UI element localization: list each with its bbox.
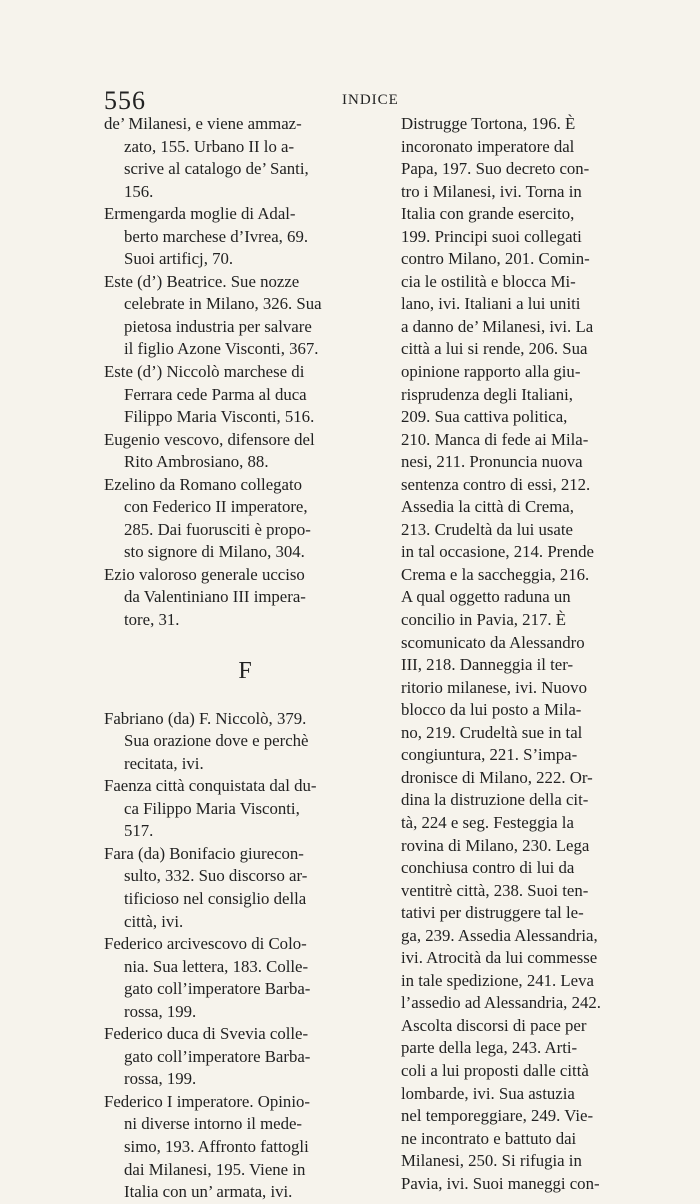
index-entry: [104, 843, 386, 933]
page-header: [104, 86, 588, 116]
entry-line: ca Filippo Maria Visconti,: [124, 798, 300, 818]
entry-line: dai Milanesi, 195. Viene in: [124, 1159, 306, 1179]
entry-line: Ezelino da Romano collegato: [104, 474, 303, 494]
entry-line: ivi. Atrocità da lui commesse: [401, 948, 598, 968]
right-column: [401, 113, 601, 1195]
entry-line: Este (d’) Niccolò marchese di: [104, 362, 305, 382]
entry-line: ni diverse intorno il mede-: [124, 1114, 303, 1134]
entry-line: ne incontrato e battuto dai: [401, 1128, 577, 1148]
entry-line: scrive al catalogo de’ Santi,: [124, 159, 309, 179]
entry-line: Ermengarda moglie di Adal-: [104, 204, 296, 224]
entry-line: berto marchese d’Ivrea, 69.: [124, 226, 309, 246]
entry-line: Distrugge Tortona, 196. È: [401, 114, 576, 133]
entry-line: Fabriano (da) F. Niccolò, 379.: [104, 708, 307, 728]
index-entry: [104, 271, 386, 361]
entry-line: Crema e la saccheggia, 216.: [401, 564, 590, 584]
entry-line: dina la distruzione della cit-: [401, 790, 589, 810]
entry-line: tro i Milanesi, ivi. Torna in: [401, 181, 582, 201]
entry-line: nia. Sua lettera, 183. Colle-: [124, 956, 309, 976]
entry-line: pietosa industria per salvare: [124, 316, 312, 336]
entry-line: città a lui si rende, 206. Sua: [401, 339, 588, 359]
entry-line: Milanesi, 250. Si rifugia in: [401, 1151, 582, 1171]
entry-line: rovina di Milano, 230. Lega: [401, 835, 590, 855]
entry-line: opinione rapporto alla giu-: [401, 362, 581, 382]
entry-line: tore, 31.: [124, 610, 180, 630]
entry-line: città, ivi.: [124, 911, 184, 931]
entry-line: a danno de’ Milanesi, ivi. La: [401, 316, 594, 336]
entry-line: 213. Crudeltà da lui usate: [401, 519, 573, 539]
entry-line: blocco da lui posto a Mila-: [401, 700, 582, 720]
section-letter-f: F: [238, 657, 252, 684]
entry-line: contro Milano, 201. Comin-: [401, 249, 590, 269]
entry-line: Papa, 197. Suo decreto con-: [401, 159, 590, 179]
entry-line: 199. Principi suoi collegati: [401, 226, 582, 246]
entry-line: Sua orazione dove e perchè: [124, 731, 309, 751]
entry-line: zato, 155. Urbano II lo a-: [124, 136, 295, 156]
entry-line: l’assedio ad Alessandria, 242.: [401, 993, 601, 1013]
entry-line: Filippo Maria Visconti, 516.: [124, 407, 315, 427]
entry-line: simo, 193. Affronto fattogli: [124, 1136, 309, 1156]
entry-line: lombarde, ivi. Sua astuzia: [401, 1083, 575, 1103]
entry-line: recitata, ivi.: [124, 753, 204, 773]
entry-line: sulto, 332. Suo discorso ar-: [124, 866, 308, 886]
index-entry: [104, 564, 386, 632]
entry-line: de’ Milanesi, e viene ammaz-: [104, 114, 302, 133]
entry-line: Federico duca di Svevia colle-: [104, 1024, 309, 1044]
entry-line: scomunicato da Alessandro: [401, 632, 585, 652]
continued-entry: [401, 113, 601, 1195]
entry-line: nel temporeggiare, 249. Vie-: [401, 1106, 594, 1126]
entry-line: Suoi artificj, 70.: [124, 249, 234, 269]
entry-line: Este (d’) Beatrice. Sue nozze: [104, 271, 300, 291]
entry-line: rossa, 199.: [124, 1001, 197, 1021]
index-entry: [104, 708, 386, 776]
entry-line: Fara (da) Bonifacio giurecon-: [104, 843, 304, 863]
entry-line: Faenza città conquistata dal du-: [104, 776, 317, 796]
entry-line: rossa, 199.: [124, 1069, 197, 1089]
entry-line: Federico I imperatore. Opinio-: [104, 1091, 310, 1111]
entry-line: tativi per distruggere tal le-: [401, 903, 584, 923]
entry-line: con Federico II imperatore,: [124, 497, 308, 517]
entry-line: tificioso nel consiglio della: [124, 888, 307, 908]
running-head: INDICE: [342, 92, 399, 108]
index-entry: [104, 113, 386, 203]
entry-line: gato coll’imperatore Barba-: [124, 979, 311, 999]
entry-line: il figlio Azone Visconti, 367.: [124, 339, 319, 359]
entry-line: Ezio valoroso generale ucciso: [104, 564, 305, 584]
page-number: 556: [104, 86, 146, 115]
entry-line: parte della lega, 243. Arti-: [401, 1038, 578, 1058]
entry-line: coli a lui proposti dalle città: [401, 1060, 589, 1080]
entry-line: Rito Ambrosiano, 88.: [124, 452, 269, 472]
index-entry: [104, 429, 386, 474]
entry-line: ritorio milanese, ivi. Nuovo: [401, 677, 587, 697]
entry-line: Eugenio vescovo, difensore del: [104, 429, 315, 449]
entry-line: concilio in Pavia, 217. È: [401, 610, 566, 630]
entry-line: ventitrè città, 238. Suoi ten-: [401, 880, 589, 900]
entry-line: 209. Sua cattiva politica,: [401, 407, 568, 427]
entry-line: 210. Manca di fede ai Mila-: [401, 429, 589, 449]
entry-line: 285. Dai fuorusciti è propo-: [124, 519, 311, 539]
entry-line: celebrate in Milano, 326. Sua: [124, 294, 322, 314]
entry-line: 517.: [124, 821, 154, 841]
entry-line: A qual oggetto raduna un: [401, 587, 571, 607]
index-entry: [104, 1091, 386, 1204]
entry-line: sentenza contro di essi, 212.: [401, 474, 591, 494]
entry-line: lano, ivi. Italiani a lui uniti: [401, 294, 581, 314]
entry-line: in tal occasione, 214. Prende: [401, 542, 594, 562]
entry-line: tà, 224 e seg. Festeggia la: [401, 812, 574, 832]
entry-line: conchiusa contro di lui da: [401, 858, 575, 878]
index-entry: [104, 933, 386, 1023]
entry-line: Pavia, ivi. Suoi maneggi con-: [401, 1173, 600, 1193]
entry-line: III, 218. Danneggia il ter-: [401, 655, 574, 675]
index-entry: [104, 203, 386, 271]
entry-line: Assedia la città di Crema,: [401, 497, 574, 517]
entry-line: risprudenza degli Italiani,: [401, 384, 573, 404]
entry-line: Ferrara cede Parma al duca: [124, 384, 307, 404]
entry-line: da Valentiniano III impera-: [124, 587, 306, 607]
index-entry: [104, 775, 386, 843]
entries-f: [104, 708, 386, 1204]
entry-line: in tale spedizione, 241. Leva: [401, 970, 594, 990]
entry-line: ga, 239. Assedia Alessandria,: [401, 925, 598, 945]
entries-e: [104, 113, 386, 632]
index-entry: [104, 361, 386, 429]
entry-line: Federico arcivescovo di Colo-: [104, 934, 307, 954]
entry-line: gato coll’imperatore Barba-: [124, 1046, 311, 1066]
index-entry: [104, 474, 386, 564]
entry-line: incoronato imperatore dal: [401, 136, 575, 156]
entry-line: Ascolta discorsi di pace per: [401, 1015, 587, 1035]
entry-line: Italia con grande esercito,: [401, 204, 575, 224]
entry-line: sto signore di Milano, 304.: [124, 542, 305, 562]
entry-line: congiuntura, 221. S’impa-: [401, 745, 578, 765]
entry-line: dronisce di Milano, 222. Or-: [401, 767, 593, 787]
entry-line: nesi, 211. Pronuncia nuova: [401, 452, 583, 472]
left-column: [104, 113, 386, 1204]
index-entry: [104, 1023, 386, 1091]
entry-line: Italia con un’ armata, ivi.: [124, 1182, 293, 1202]
entry-line: no, 219. Crudeltà sue in tal: [401, 722, 583, 742]
entry-line: 156.: [124, 181, 154, 201]
entry-line: cia le ostilità e blocca Mi-: [401, 271, 576, 291]
